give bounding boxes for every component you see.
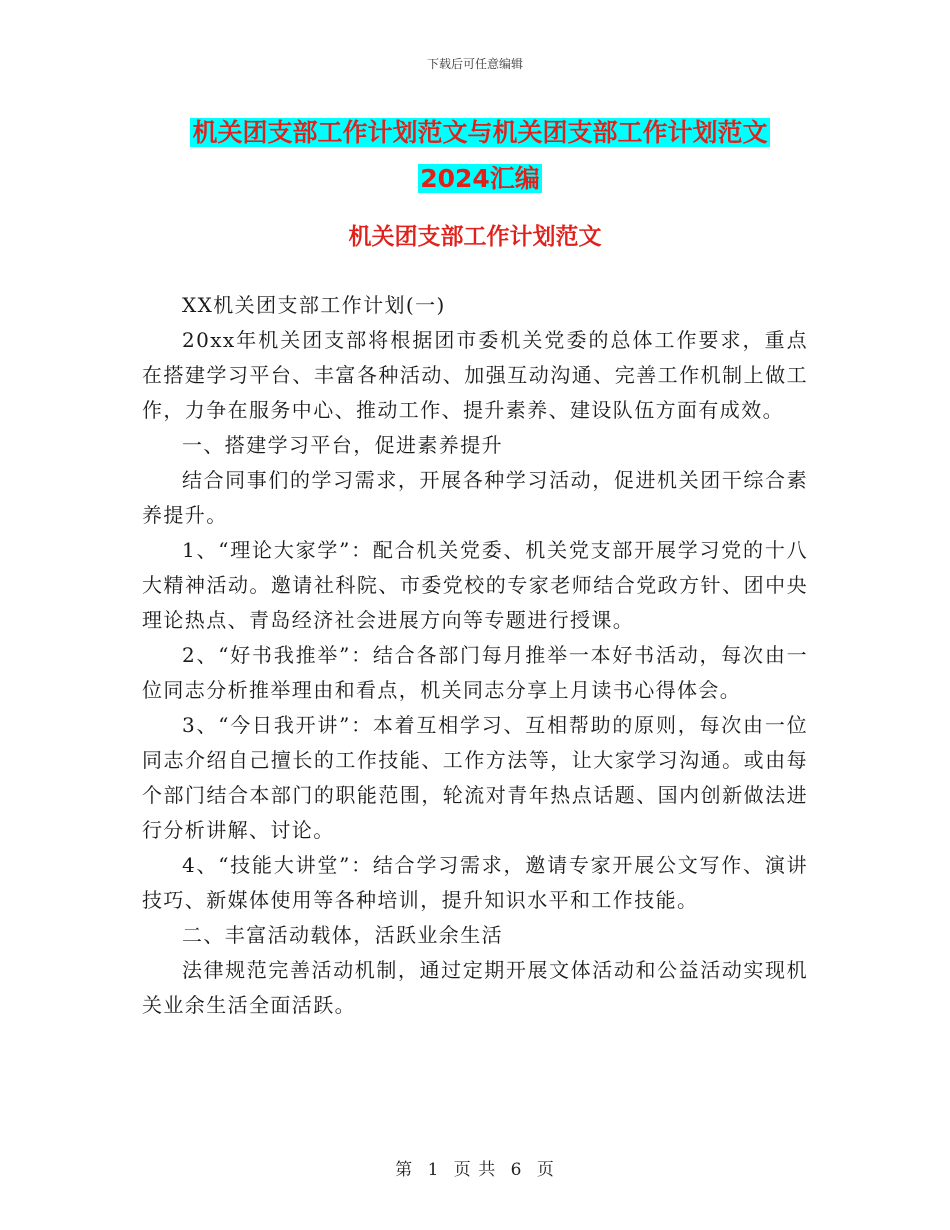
total-page-number: 6 [510, 1160, 523, 1180]
paragraph: 2、“好书我推举”：结合各部门每月推举一本好书活动，每次由一位同志分析推举理由和看点，机关同志分享上月读书心得体会。 [142, 643, 808, 702]
current-page-number: 1 [427, 1160, 440, 1180]
section-title: 机关团支部工作计划范文 [348, 224, 602, 250]
document-body [142, 288, 808, 1023]
footer-suffix: 页 [536, 1160, 555, 1180]
paragraph: 3、“今日我开讲”：本着互相学习、互相帮助的原则，每次由一位同志介绍自己擅长的工作技能、工作方法等，让大家学习沟通。或由每个部门结合本部门的职能范围，轮流对青年热点话题、国内创新做法进行分析讲解、讨论。 [142, 713, 808, 842]
document-title-line-2: 2024汇编 [420, 164, 540, 193]
header-note: 下载后可任意编辑 [426, 57, 523, 71]
footer-mid: 页 共 [453, 1160, 497, 1180]
paragraph: 法律规范完善活动机制，通过定期开展文体活动和公益活动实现机关业余生活全面活跃。 [142, 958, 808, 1017]
paragraph: 4、“技能大讲堂”：结合学习需求，邀请专家开展公文写作、演讲技巧、新媒体使用等各种培训，提升知识水平和工作技能。 [142, 853, 808, 912]
paragraph: 二、丰富活动载体，活跃业余生活 [182, 923, 503, 947]
paragraph: XX机关团支部工作计划(一) [182, 293, 446, 317]
page-footer [0, 1155, 950, 1180]
document-title [140, 110, 820, 202]
footer-prefix: 第 [395, 1160, 414, 1180]
paragraph: 结合同事们的学习需求，开展各种学习活动，促进机关团干综合素养提升。 [142, 468, 808, 527]
paragraph: 一、搭建学习平台，促进素养提升 [182, 433, 503, 457]
paragraph: 20xx年机关团支部将根据团市委机关党委的总体工作要求，重点在搭建学习平台、丰富各种活动、加强互动沟通、完善工作机制上做工作，力争在服务中心、推动工作、提升素养、建设队伍方面有成效。 [142, 328, 808, 422]
paragraph: 1、“理论大家学”：配合机关党委、机关党支部开展学习党的十八大精神活动。邀请社科院、市委党校的专家老师结合党政方针、团中央理论热点、青岛经济社会进展方向等专题进行授课。 [142, 538, 808, 632]
document-title-line-1: 机关团支部工作计划范文与机关团支部工作计划范文 [192, 118, 768, 147]
